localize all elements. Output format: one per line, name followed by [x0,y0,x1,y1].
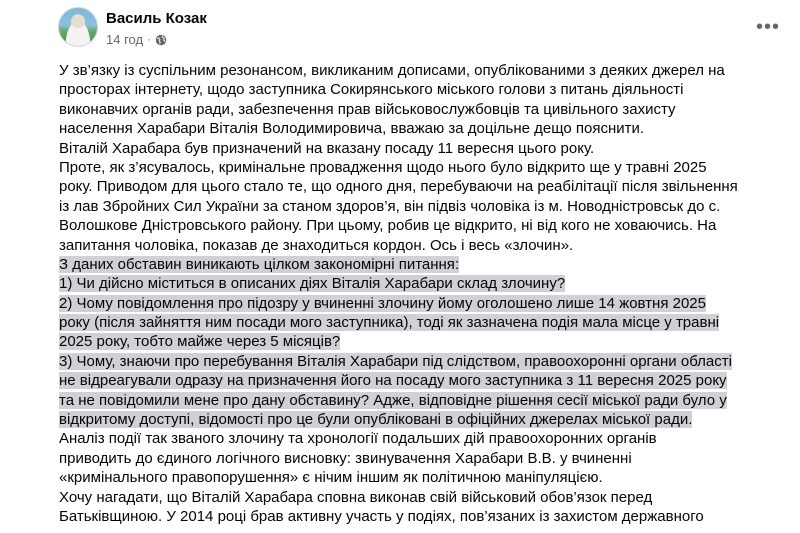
post-line [59,429,794,448]
highlighted-text: року (після зайняття ним посади мого заступника), тоді як зазначена подія мала місце у травні [59,314,720,332]
post-line-text: виконавчих органів ради, забезпечення прав військовослужбовців та цивільного захисту [59,100,676,118]
post-line [59,332,794,351]
post-line [59,410,794,429]
highlighted-text: 1) Чи дійсно міститься в описаних діях Віталія Харабари склад злочину? [59,275,566,293]
post-line-text: Хочу нагадати, що Віталій Харабара сповна виконав свій військовий обов’язок перед [59,488,653,506]
post-line [59,158,794,177]
post-line-text: приводить до єдиного логічного висновку: звинувачення Харабари В.В. у вчиненні [59,449,632,467]
post-line [59,507,794,526]
post-line-text: Батьківщиною. У 2014 році брав активну участь у подіях, пов’язаних із захистом державного [59,507,704,525]
post-line [59,274,794,293]
more-icon[interactable]: ••• [755,15,780,38]
post-line-text: населення Харабари Віталія Володимировича, вважаю за доцільне дещо пояснити. [59,120,645,138]
post-line [59,80,794,99]
post-line-text: року. Приводом для цього стало те, що одного дня, перебуваючи на реабілітації після звільнення [59,178,738,196]
post-line [59,294,794,313]
post-line [59,371,794,390]
post-line [59,139,794,158]
post-line [59,391,794,410]
post-line [59,61,794,80]
post-line [59,216,794,235]
avatar[interactable] [58,7,98,47]
post-line [59,352,794,371]
post-line [59,313,794,332]
globe-icon[interactable] [155,34,167,46]
post-line-text: Проте, як з’ясувалось, кримінальне провадження щодо нього було відкрито ще у травні 2025 [59,158,707,176]
post-line-text: Волошкове Дністровського району. При цьому, робив це відкрито, ні від кого не ховаючись. На [59,217,717,235]
post-time[interactable]: 14 год [106,32,144,47]
highlighted-text: З даних обставин виникають цілком закономірні питання: [59,255,460,273]
highlighted-text: 2) Чому повідомлення про підозру у вчиненні злочину йому оголошено лише 14 жовтня 2025 [59,294,706,312]
post-line [59,468,794,487]
highlighted-text: та не повідомили мене про дану обставину? Адже, відповідне рішення сесії міської ради було у [59,391,727,409]
separator-dot: · [147,33,151,46]
highlighted-text: не відреагували одразу на призначення його на посаду мого заступника з 11 вересня 2025 року [59,372,727,390]
post-line [59,119,794,138]
post-line-text: У зв’язку із суспільним резонансом, викликаним дописами, опублікованими з деяких джерел на [59,62,725,79]
post-line [59,488,794,507]
post-line [59,236,794,255]
post-line-text: Віталій Харабара був призначений на вказану посаду 11 вересня цього року. [59,139,595,157]
post-line-text: просторах інтернету, щодо заступника Сокирянського міського голови з питань діяльності [59,81,684,99]
post-meta [106,32,167,47]
post-header [58,7,800,55]
post-line-text: запитання чоловіка, показав де знаходиться кордон. Ось і весь «злочин». [59,236,574,254]
post-line-text: «кримінального правопорушення» є нічим іншим як політичною маніпуляцією. [59,469,603,487]
highlighted-text: відкритому доступі, відомості про це були опубліковані в офіційних джерелах міської ради. [59,411,693,429]
author-name[interactable]: Василь Козак [106,10,207,27]
post-line [59,255,794,274]
highlighted-text: 2025 року, тобто майже через 5 місяців? [59,333,341,351]
post-line [59,197,794,216]
post-line [59,177,794,196]
post-line-text: із лав Збройних Сил України за станом здоров’я, він підвіз чоловіка із м. Новодністровськ до с. [59,197,721,215]
post-line [59,100,794,119]
highlighted-text: 3) Чому, знаючи про перебування Віталія Харабари під слідством, правоохоронні органи області [59,352,732,370]
post-text [59,61,794,526]
post-line [59,449,794,468]
post-line-text: Аналіз події так званого злочину та хронології подальших дій правоохоронних органів [59,430,657,448]
